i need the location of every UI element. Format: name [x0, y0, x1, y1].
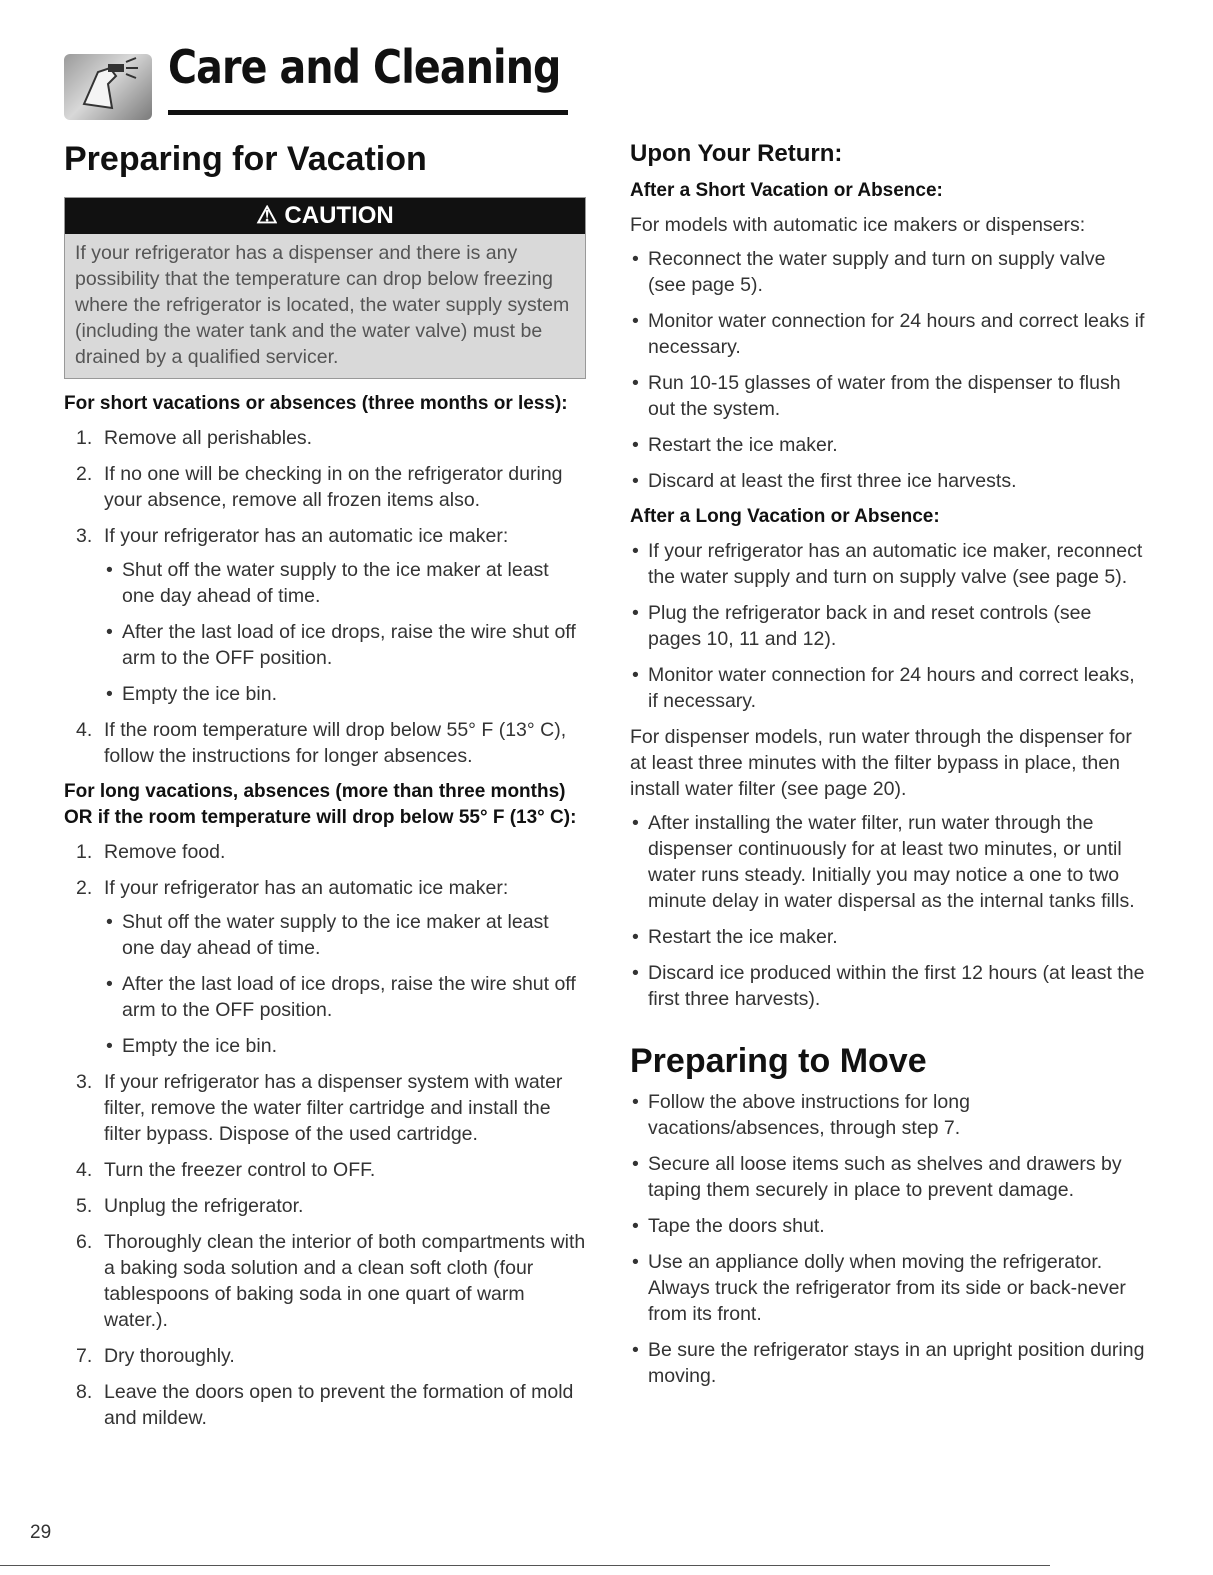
- long-vacation-steps: [64, 839, 586, 1431]
- bullet-item: • Discard ice produced within the first 12 hours (at least the first three harvests).: [630, 960, 1146, 1012]
- list-item: 3. If your refrigerator has an automatic ice maker: • Shut off the water supply to the ice maker at least one day ahead of time. • After the last load of ice drops, raise the wire shut off arm to the OFF position. • Empty the ice bin.: [64, 523, 586, 707]
- bullet-item: • After the last load of ice drops, raise the wire shut off arm to the OFF position.: [104, 971, 586, 1023]
- page-header-title: Care and Cleaning: [168, 40, 561, 94]
- bullet-item: • Plug the refrigerator back in and reset controls (see pages 10, 11 and 12).: [630, 600, 1146, 652]
- cleaning-spray-icon: [64, 54, 152, 120]
- left-column: [64, 140, 586, 1441]
- move-title: Preparing to Move: [630, 1042, 927, 1080]
- bullet-item: • Reconnect the water supply and turn on supply valve (see page 5).: [630, 246, 1146, 298]
- short-return-intro: For models with automatic ice makers or dispensers:: [630, 214, 1086, 236]
- footer-rule: [0, 1565, 1050, 1566]
- list-item: 1. Remove food.: [76, 841, 226, 863]
- short-return-heading: After a Short Vacation or Absence:: [630, 180, 943, 201]
- dispenser-paragraph: For dispenser models, run water through the dispenser for at least three minutes with the filter bypass in place, then install water filter (see page 20).: [630, 726, 1132, 800]
- bullet-item: • If your refrigerator has an automatic ice maker, reconnect the water supply and turn on supply valve (see page 5).: [630, 538, 1146, 590]
- bullet-item: • Follow the above instructions for long vacations/absences, through step 7.: [630, 1089, 1146, 1141]
- bullet-item: • Shut off the water supply to the ice maker at least one day ahead of time.: [104, 909, 586, 961]
- list-item: 4. Turn the freezer control to OFF.: [76, 1159, 376, 1181]
- bullet-item: • Monitor water connection for 24 hours and correct leaks if necessary.: [630, 308, 1146, 360]
- bullet-item: • Shut off the water supply to the ice maker at least one day ahead of time.: [104, 557, 586, 609]
- caution-label: CAUTION: [284, 202, 394, 229]
- list-item: 2. If no one will be checking in on the refrigerator during your absence, remove all frozen items also.: [76, 463, 563, 511]
- vacation-title: Preparing for Vacation: [64, 140, 427, 178]
- warning-triangle-icon: ⚠: [256, 202, 278, 229]
- list-item: 5. Unplug the refrigerator.: [76, 1195, 304, 1217]
- list-item: 3. If your refrigerator has a dispenser system with water filter, remove the water filter cartridge and install the filter bypass. Dispose of the used cartridge.: [76, 1071, 563, 1145]
- bullet-item: • Restart the ice maker.: [630, 432, 1146, 458]
- bullet-item: • Be sure the refrigerator stays in an upright position during moving.: [630, 1337, 1146, 1389]
- short-vacation-heading: For short vacations or absences (three months or less):: [64, 393, 568, 414]
- bullet-item: • After installing the water filter, run water through the dispenser continuously for at least two minutes, or until water runs steady. Initially you may notice a one to two minute delay in water dispersal as the internal tanks fills.: [630, 810, 1146, 914]
- list-item: 8. Leave the doors open to prevent the formation of mold and mildew.: [76, 1381, 574, 1429]
- bullet-item: • Tape the doors shut.: [630, 1213, 1146, 1239]
- list-item: 1. Remove all perishables.: [76, 427, 313, 449]
- bullet-item: • Run 10-15 glasses of water from the dispenser to flush out the system.: [630, 370, 1146, 422]
- move-list: [630, 1089, 1146, 1389]
- short-vacation-steps: [64, 425, 586, 769]
- long-return-heading: After a Long Vacation or Absence:: [630, 506, 940, 527]
- bullet-item: • Discard at least the first three ice harvests.: [630, 468, 1146, 494]
- bullet-item: • Use an appliance dolly when moving the refrigerator. Always truck the refrigerator from its side or back-never from its front.: [630, 1249, 1146, 1327]
- long-return-list: [630, 538, 1146, 714]
- list-item: 7. Dry thoroughly.: [76, 1345, 235, 1367]
- bullet-item: • Restart the ice maker.: [630, 924, 1146, 950]
- dispenser-list: [630, 810, 1146, 1012]
- page-header: [64, 40, 574, 130]
- long-vacation-heading: For long vacations, absences (more than three months) OR if the room temperature will drop below 55° F (13° C):: [64, 781, 577, 828]
- list-item: 4. If the room temperature will drop below 55° F (13° C), follow the instructions for longer absences.: [76, 719, 567, 767]
- caution-box: [64, 197, 586, 379]
- right-column: [630, 140, 1146, 1399]
- caution-header: [65, 198, 585, 234]
- list-item: 2. If your refrigerator has an automatic ice maker: • Shut off the water supply to the ice maker at least one day ahead of time. • After the last load of ice drops, raise the wire shut off arm to the OFF position. • Empty the ice bin.: [64, 875, 586, 1059]
- bullet-item: • Secure all loose items such as shelves and drawers by taping them securely in place to prevent damage.: [630, 1151, 1146, 1203]
- bullet-item: • Empty the ice bin.: [104, 681, 586, 707]
- return-title: Upon Your Return:: [630, 140, 843, 167]
- short-return-list: [630, 246, 1146, 494]
- bullet-item: • Monitor water connection for 24 hours and correct leaks, if necessary.: [630, 662, 1146, 714]
- bullet-item: • Empty the ice bin.: [104, 1033, 586, 1059]
- page-number: 29: [30, 1522, 52, 1543]
- header-underline: [168, 110, 568, 115]
- list-item: 6. Thoroughly clean the interior of both compartments with a baking soda solution and a clean soft cloth (four tablespoons of baking soda in one quart of warm water.).: [76, 1231, 586, 1331]
- bullet-item: • After the last load of ice drops, raise the wire shut off arm to the OFF position.: [104, 619, 586, 671]
- caution-text: If your refrigerator has a dispenser and there is any possibility that the temperature can drop below freezing where the refrigerator is located, the water supply system (including the water tank and the water valve) must be drained by a qualified servicer.: [65, 234, 585, 378]
